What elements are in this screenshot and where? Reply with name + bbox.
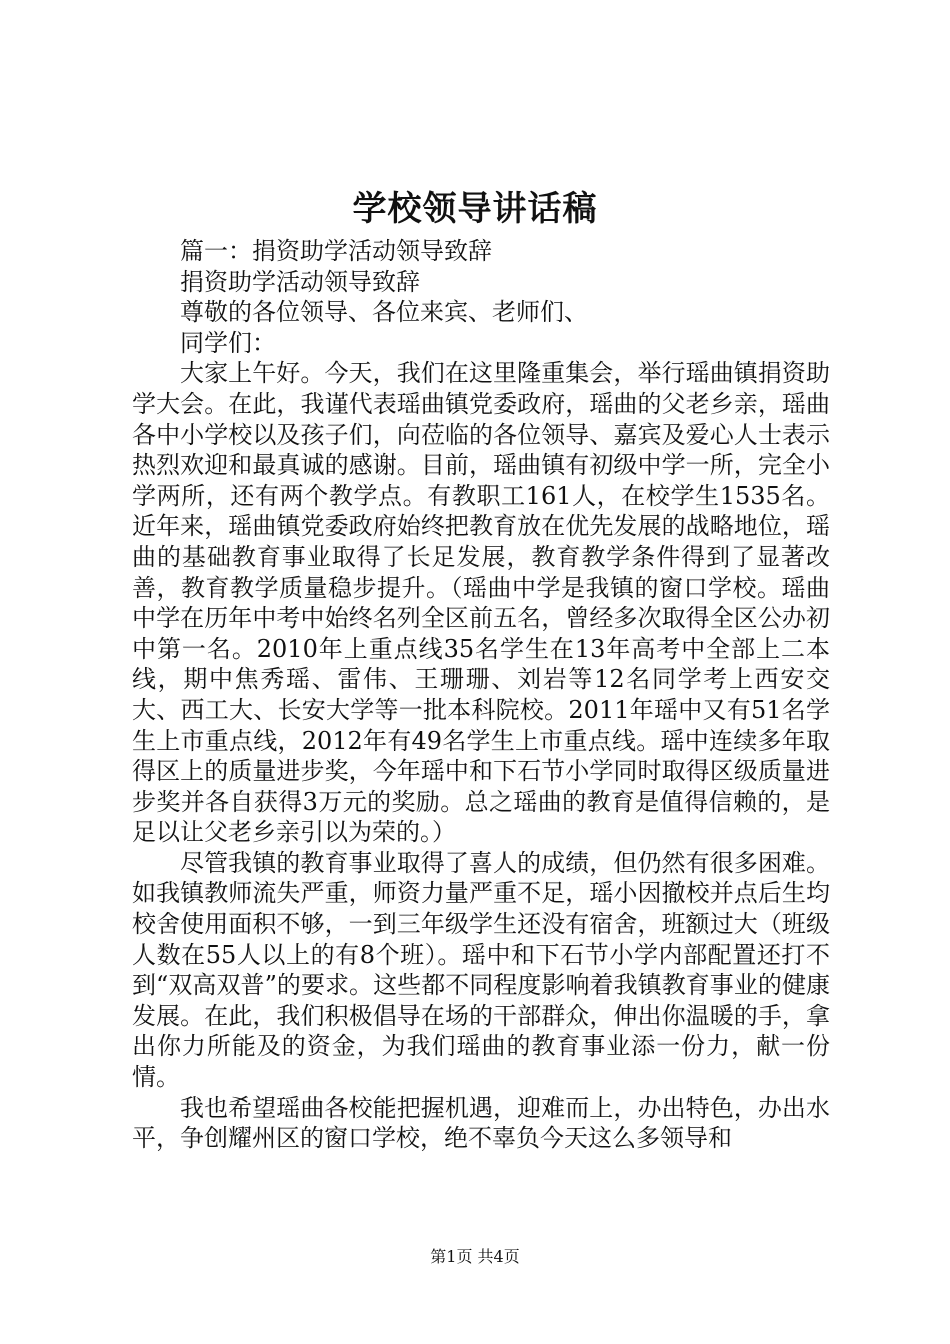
page-number-footer: 第1页 共4页 [430, 1247, 520, 1266]
salutation-continued: 同学们： [180, 328, 276, 357]
body-paragraph: 尽管我镇的教育事业取得了喜人的成绩，但仍然有很多困难。如我镇教师流失严重，师资力量严重不足，瑶小因撤校并点后生均校舍使用面积不够，一到三年级学生还没有宿舍，班额过大（班级人数在55人以上的有8个班）。瑶中和下石节小学内部配置还打不到“双高双普”的要求。这些都不同程度影响着我镇教育事业的健康发展。在此，我们积极倡导在场的干部群众，伸出你温暖的手，拿出你力所能及的资金，为我们瑶曲的教育事业添一份力，献一份情。 [132, 848, 830, 1092]
document-body [132, 236, 830, 1154]
body-paragraph: 我也希望瑶曲各校能把握机遇，迎难而上，办出特色，办出水平，争创耀州区的窗口学校，绝不辜负今天这么多领导和 [132, 1093, 830, 1153]
salutation: 尊敬的各位领导、各位来宾、老师们、 [180, 298, 588, 327]
document-title: 学校领导讲话稿 [352, 189, 598, 229]
body-paragraph: 大家上午好。今天，我们在这里隆重集会，举行瑶曲镇捐资助学大会。在此，我谨代表瑶曲镇党委政府，瑶曲的父老乡亲，瑶曲各中小学校以及孩子们，向莅临的各位领导、嘉宾及爱心人士表示热烈欢迎和最真诚的感谢。目前，瑶曲镇有初级中学一所，完全小学两所，还有两个教学点。有教职工161人，在校学生1535名。近年来，瑶曲镇党委政府始终把教育放在优先发展的战略地位，瑶曲的基础教育事业取得了长足发展，教育教学条件得到了显著改善，教育教学质量稳步提升。（瑶曲中学是我镇的窗口学校。瑶曲中学在历年中考中始终名列全区前五名，曾经多次取得全区公办初中第一名。2010年上重点线35名学生在13年高考中全部上二本线，期中焦秀瑶、雷伟、王珊珊、刘岩等12名同学考上西安交大、西工大、长安大学等一批本科院校。2011年瑶中又有51名学生上市重点线，2012年有49名学生上市重点线。瑶中连续多年取得区上的质量进步奖，今年瑶中和下石节小学同时取得区级质量进步奖并各自获得3万元的奖励。总之瑶曲的教育是值得信赖的，是足以让父老乡亲引以为荣的。） [132, 359, 830, 847]
speech-heading: 捐资助学活动领导致辞 [180, 267, 420, 296]
section-heading: 篇一：捐资助学活动领导致辞 [180, 237, 492, 265]
